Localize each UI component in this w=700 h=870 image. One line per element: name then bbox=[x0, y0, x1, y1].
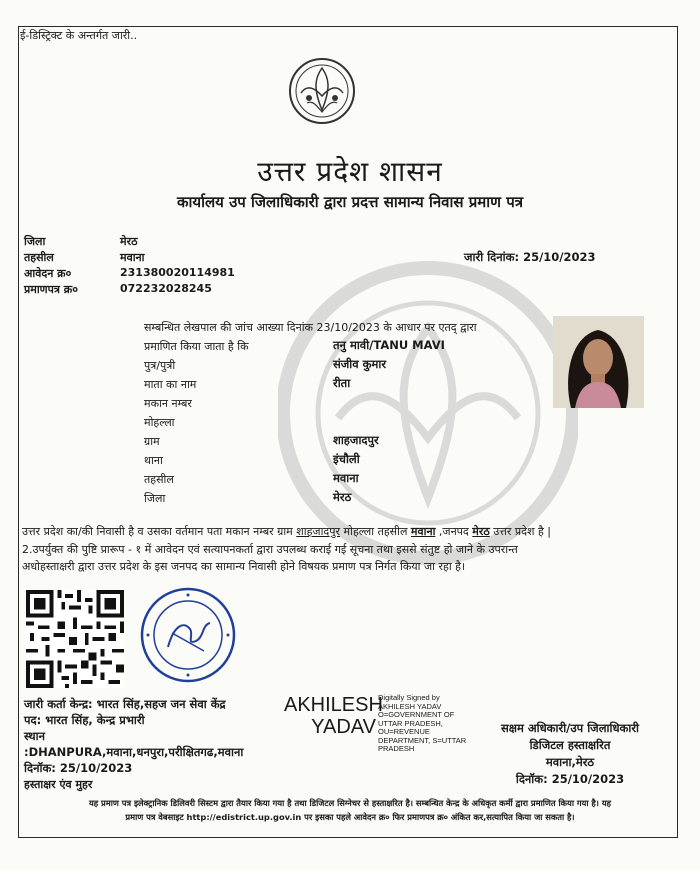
district-value: मेरठ bbox=[120, 235, 138, 248]
detail-label: थाना bbox=[144, 454, 163, 467]
header-note: ई-डिस्ट्रिक्ट के अन्तर्गत जारी.. bbox=[20, 29, 138, 42]
authority-place: मवाना,मेरठ bbox=[545, 755, 595, 769]
sign-name-line: YADAV bbox=[311, 716, 376, 738]
application-value: 231380020114981 bbox=[120, 266, 235, 279]
confirmation-line-2: अधोहस्ताक्षरी द्वारा उत्तर प्रदेश के इस जनपद का सामान्य निवासी होने विषयक प्रमाण पत्र निर्गत किया जा रहा है। bbox=[22, 560, 466, 573]
authority-digital-sign: डिजिटल हस्ताक्षरित bbox=[529, 738, 611, 752]
tehsil-value: मवाना bbox=[120, 251, 145, 264]
issuer-post: पद: भारत सिंह, केन्द्र प्रभारी bbox=[24, 713, 145, 727]
footer-note-2: प्रमाण पत्र वेबसाइट http://edistrict.up.gov.in पर इसका पहले आवेदन क्र० फिर प्रमाणपत्र क्र० अंकित कर,सत्यापित किया जा सकता है। bbox=[125, 812, 575, 822]
detail-value-village: शाहजादपुर bbox=[333, 433, 379, 447]
watermark-seal-icon bbox=[278, 258, 578, 568]
issuer-sign-seal: हस्ताक्षर एंव मुहर bbox=[24, 778, 93, 791]
para-village: शाहजादपुर bbox=[296, 525, 341, 538]
certificate-number-value: 07223202824​5 bbox=[120, 282, 212, 295]
para-text: ,जनपद bbox=[438, 525, 469, 538]
detail-value-district: मेरठ bbox=[333, 490, 352, 504]
detail-value-mother: रीता bbox=[333, 376, 351, 390]
sign-name-line: AKHILESH bbox=[284, 694, 383, 716]
residence-paragraph bbox=[22, 523, 551, 540]
applicant-photo bbox=[553, 316, 644, 408]
para-district: मेरठ bbox=[472, 525, 490, 538]
confirmation-line-1: 2.उपर्युक्त की पुष्टि प्रारूप - १ में आवेदन एवं सत्यापनकर्ता द्वारा उपलब्ध कराई गई सूचना तथा इससे संतुष्ट हो जाने के उपरान्त bbox=[22, 543, 518, 556]
sign-detail-line: PRADESH bbox=[378, 744, 415, 753]
para-text: उत्तर प्रदेश है | bbox=[493, 525, 551, 538]
para-text: उत्तर प्रदेश का/की निवासी है व उसका वर्तमान पता मकान नम्बर ग्राम bbox=[22, 525, 293, 538]
detail-label: मकान नम्बर bbox=[144, 397, 192, 410]
detail-value-parent: संजीव कुमार bbox=[333, 357, 387, 371]
detail-value-name: तनु मावी/TANU MAVI bbox=[333, 338, 445, 352]
issuer-place: :DHANPURA,मवाना,धनपुरा,परीक्षितगढ,मवाना bbox=[24, 745, 244, 759]
detail-value-tehsil: मवाना bbox=[333, 471, 359, 485]
detail-value-police-station: इंचौली bbox=[333, 452, 360, 466]
issue-date: जारी दिनांक: 25/10/2023 bbox=[464, 250, 596, 264]
sign-detail-line: Digitally Signed by bbox=[378, 693, 440, 702]
up-emblem-icon bbox=[287, 48, 357, 134]
sign-detail-line: O=GOVERNMENT OF bbox=[378, 710, 455, 719]
detail-label: पुत्र/पुत्री bbox=[144, 359, 176, 372]
detail-label: माता का नाम bbox=[144, 378, 197, 391]
para-text: मोहल्ला तहसील bbox=[343, 525, 408, 538]
detail-label: प्रमाणित किया जाता है कि bbox=[144, 340, 249, 353]
district-label: जिला bbox=[24, 235, 46, 248]
sign-detail-line: OU=REVENUE bbox=[378, 727, 430, 736]
digital-signature-detail bbox=[378, 694, 466, 754]
issuer-date: दिनॉक: 25/10/2023 bbox=[24, 761, 133, 775]
authority-title: सक्षम अधिकारी/उप जिलाधिकारी bbox=[500, 721, 640, 735]
sign-detail-line: AKHILESH YADAV bbox=[378, 701, 442, 711]
digital-signature-name bbox=[284, 694, 383, 738]
footer-note-1: यह प्रमाण पत्र इलेक्ट्रानिक डिलिवरी सिस्टम द्वारा तैयार किया गया है तथा डिजिटल सिग्नेचर से हस्ताक्षरित है। सम्बन्धित केन्द्र के अधिकृत कर्मी द्वारा प्रमाणित किया गया है। यह bbox=[88, 798, 612, 808]
intro-line: सम्बन्धित लेखपाल की जांच आख्या दिनांक 23/10/2023 के आधार पर एतद् द्वारा bbox=[144, 321, 477, 334]
issuer-place-label: स्थान bbox=[24, 729, 45, 743]
tehsil-label: तहसील bbox=[24, 251, 54, 264]
authority-date: दिनॉक: 25/10/2023 bbox=[515, 772, 625, 786]
detail-label: मोहल्ला bbox=[144, 416, 175, 429]
official-seal-icon bbox=[138, 585, 238, 685]
issuer-center: जारी कर्ता केन्द्र: भारत सिंह,सहज जन सेवा केंद्र bbox=[24, 697, 226, 711]
sign-detail-line: UTTAR PRADESH, bbox=[378, 718, 443, 728]
qr-code-icon bbox=[26, 590, 124, 688]
detail-label: तहसील bbox=[144, 473, 174, 486]
detail-label: जिला bbox=[144, 492, 166, 505]
page-subtitle: कार्यालय उप जिलाधिकारी द्वारा प्रदत्त सामान्य निवास प्रमाण पत्र bbox=[177, 193, 523, 211]
certificate-number-label: प्रमाणपत्र क्र० bbox=[24, 283, 78, 296]
detail-label: ग्राम bbox=[144, 435, 160, 448]
para-tehsil: मवाना bbox=[410, 525, 436, 538]
sign-detail-line: DEPARTMENT, S=UTTAR bbox=[378, 735, 467, 745]
page-title: उत्तर प्रदेश शासन bbox=[257, 155, 443, 188]
application-label: आवेदन क्र० bbox=[24, 267, 72, 280]
